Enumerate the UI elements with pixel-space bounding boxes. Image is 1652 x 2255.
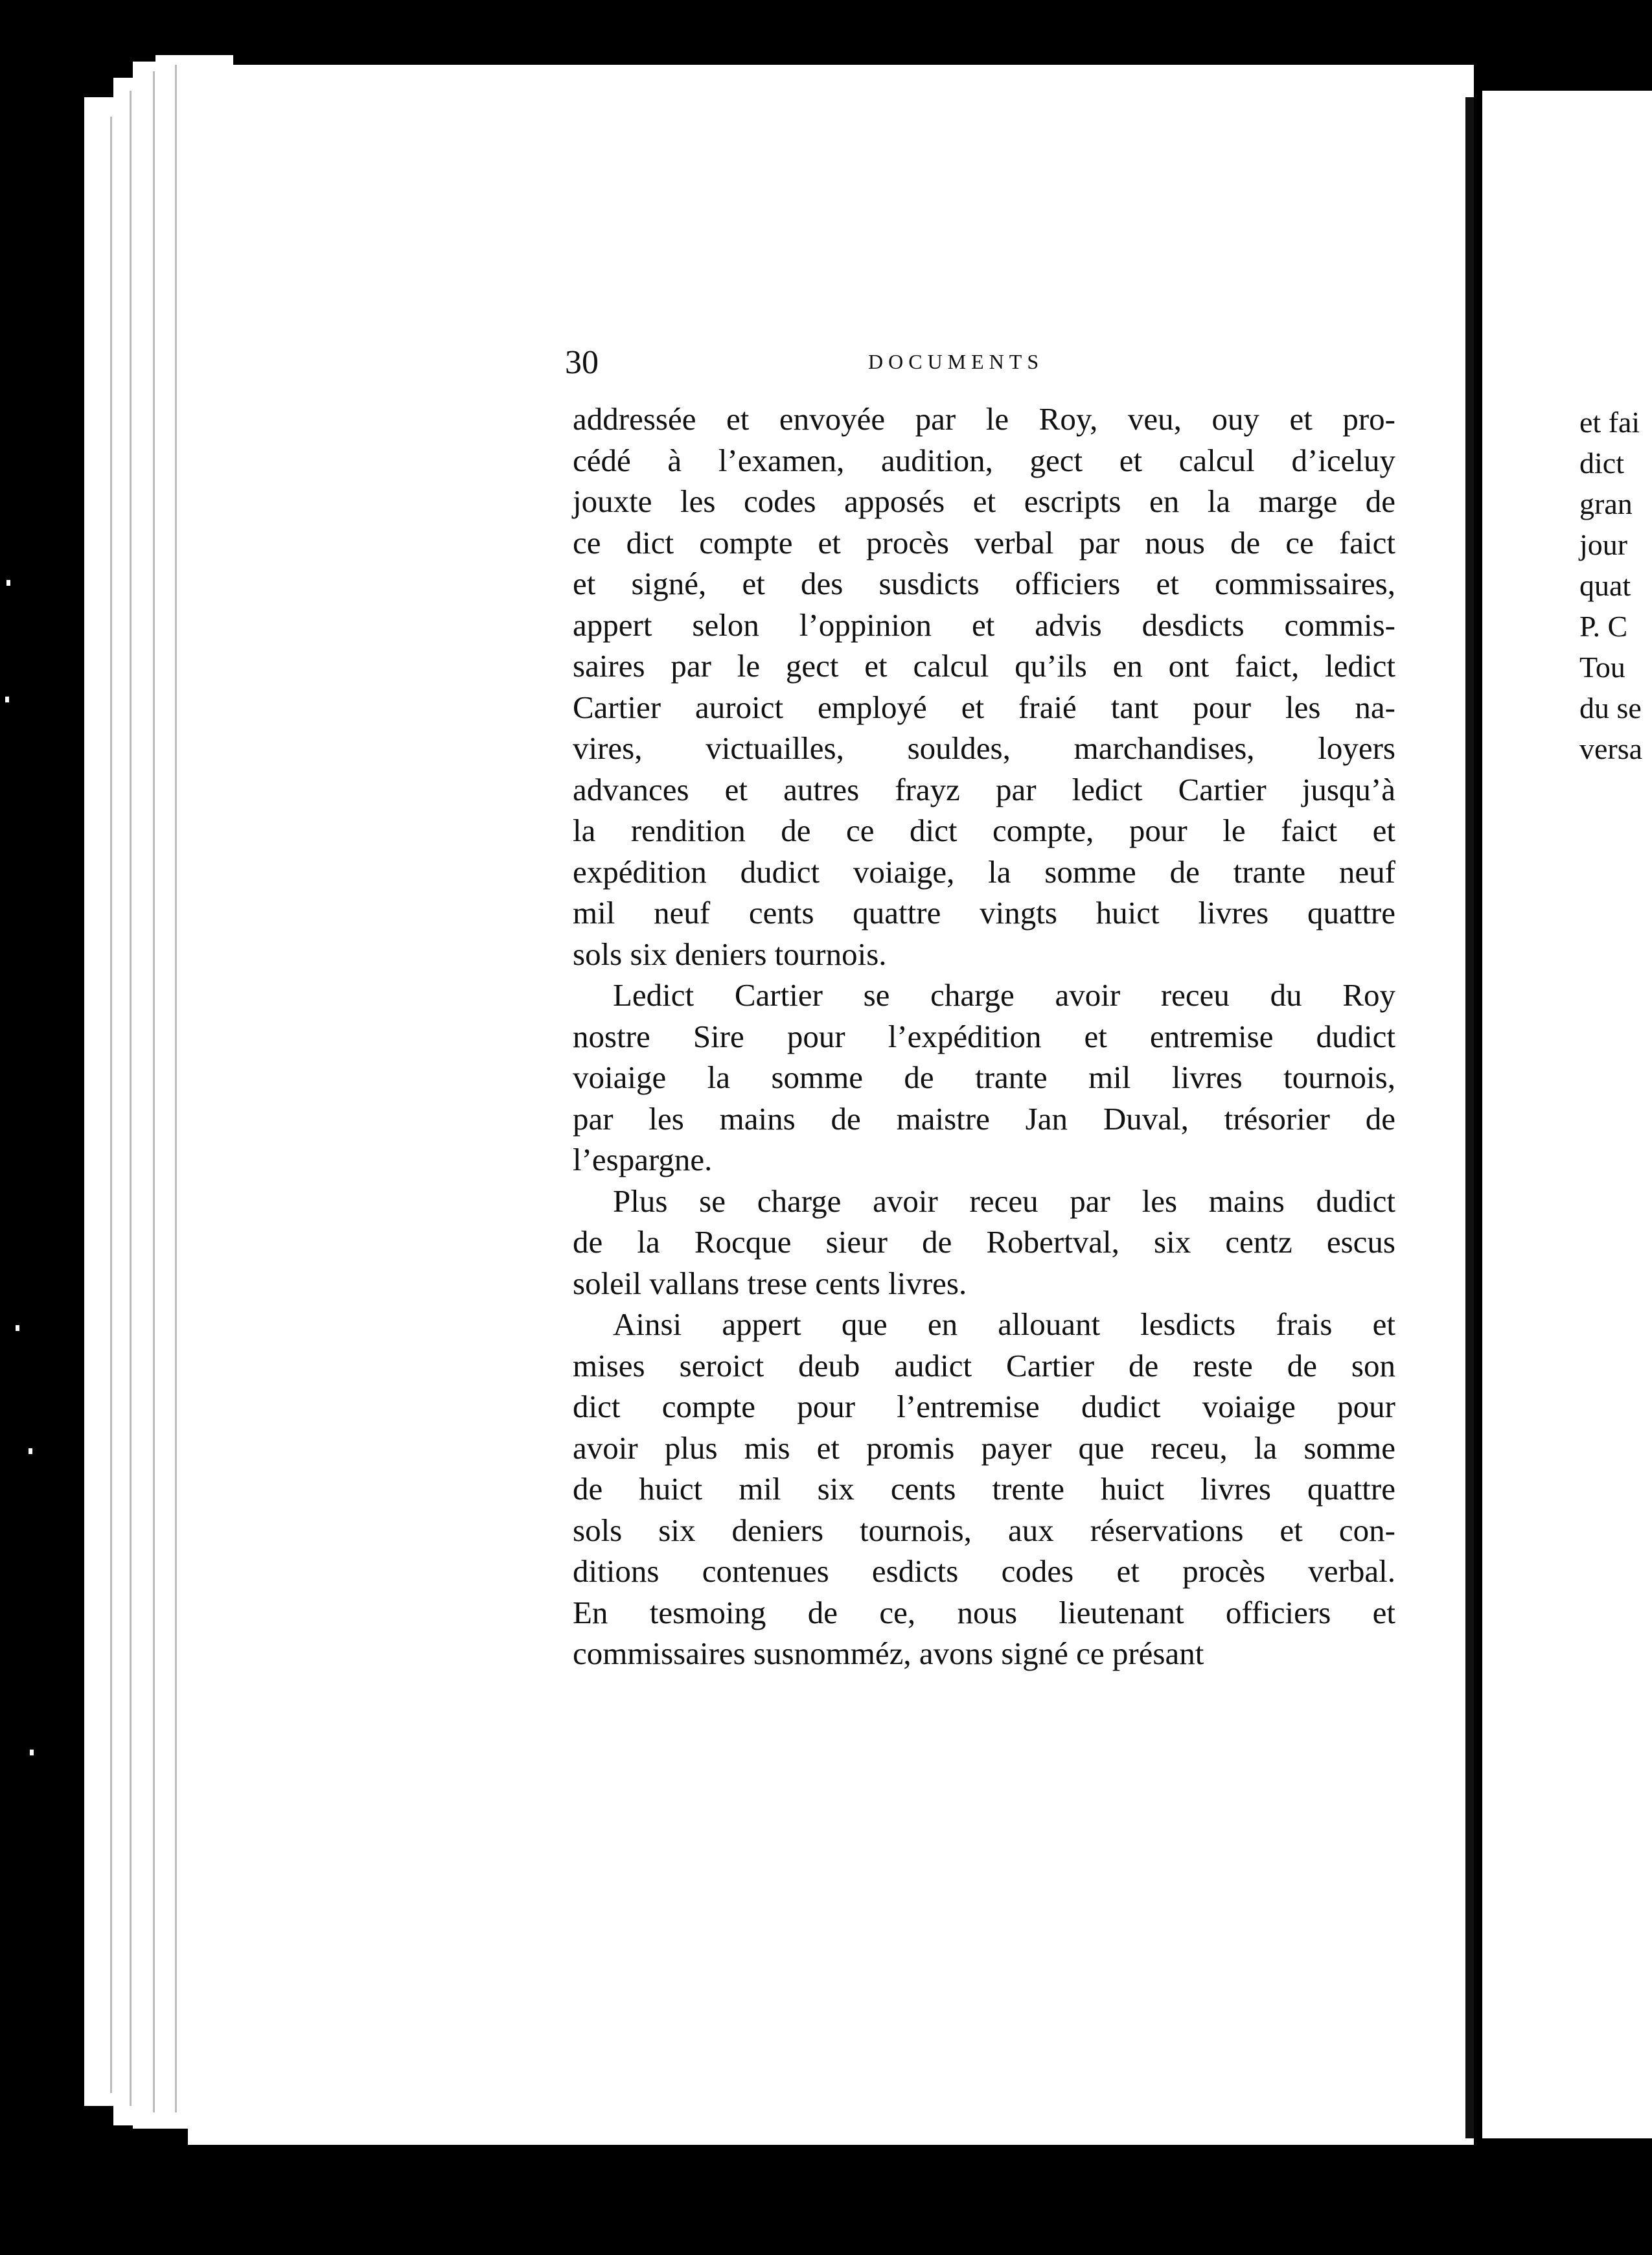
text-line: soleil vallans trese cents livres. [573, 1265, 967, 1301]
text-line: mises seroict deub audict Cartier de reste de son [573, 1347, 1395, 1383]
text-line: En tesmoing de ce, nous lieutenant officiers et [573, 1594, 1395, 1630]
scan-speck [30, 1750, 34, 1755]
text-line: commissaires susnomméz, avons signé ce présant [573, 1636, 1204, 1671]
body-text [573, 399, 1395, 1674]
paragraph [573, 399, 1395, 975]
page-number: 30 [565, 344, 599, 381]
running-title: DOCUMENTS [868, 350, 1044, 373]
text-line: l’espargne. [573, 1142, 713, 1177]
text-line: jouxte les codes apposés et escripts en la marge de [573, 483, 1395, 519]
page-gutter [1465, 97, 1474, 2138]
facing-page [1482, 91, 1652, 2138]
text-line: avoir plus mis et promis payer que receu, la somme [573, 1429, 1395, 1466]
facing-page-text [1579, 402, 1642, 769]
page-edge-line [175, 65, 177, 2112]
paragraph [573, 1181, 1395, 1304]
text-line: de la Rocque sieur de Robertval, six centz escus [573, 1224, 1395, 1260]
facing-page-line: quat [1579, 569, 1631, 602]
text-line: et signé, et des susdicts officiers et commissaires, [573, 566, 1395, 601]
text-line: par les mains de maistre Jan Duval, trésorier de [573, 1100, 1395, 1137]
text-line: addressée et envoyée par le Roy, veu, ouy et pro- [573, 401, 1395, 437]
facing-page-line: Tou [1579, 651, 1625, 684]
facing-page-line: gran [1579, 487, 1633, 520]
facing-page-line: P. C [1579, 610, 1628, 643]
text-line: expédition dudict voiaige, la somme de trante neuf [573, 853, 1395, 890]
text-line: appert selon l’oppinion et advis desdicts commis- [573, 607, 1395, 643]
facing-page-line: et fai [1579, 406, 1640, 439]
text-line: ce dict compte et procès verbal par nous de ce faict [573, 524, 1395, 561]
text-line: la rendition de ce dict compte, pour le faict et [573, 813, 1395, 848]
text-line: sols six deniers tournois, aux réservations et con- [573, 1512, 1395, 1548]
text-line: Cartier auroict employé et fraié tant pour les na- [573, 689, 1395, 725]
text-line: dict compte pour l’entremise dudict voiaige pour [573, 1389, 1395, 1424]
facing-page-line: versa [1579, 732, 1643, 765]
text-line: sols six deniers tournois. [573, 936, 887, 972]
text-line: voiaige la somme de trante mil livres tournois, [573, 1059, 1395, 1095]
page-edge-line [153, 71, 155, 2112]
text-line: saires par le gect et calcul qu’ils en ont faict, ledict [573, 648, 1395, 684]
text-line: de huict mil six cents trente huict livres quattre [573, 1471, 1395, 1507]
page-edge-line [110, 117, 112, 2093]
scan-speck [16, 1325, 19, 1331]
text-line: Ainsi appert que en allouant lesdicts frais et [613, 1306, 1395, 1342]
scan-speck [29, 1448, 32, 1454]
facing-page-line: du se [1579, 691, 1642, 724]
text-line: ditions contenues esdicts codes et procès verbal. [573, 1553, 1395, 1589]
scan-speck [5, 697, 9, 702]
text-line: nostre Sire pour l’expédition et entremise dudict [573, 1018, 1395, 1054]
paragraph [573, 1304, 1395, 1674]
text-line: vires, victuailles, souldes, marchandises, loyers [573, 730, 1395, 766]
text-line: Plus se charge avoir receu par les mains dudict [613, 1183, 1395, 1219]
text-line: Ledict Cartier se charge avoir receu du Roy [613, 977, 1395, 1013]
facing-page-line: jour [1579, 528, 1628, 561]
text-line: mil neuf cents quattre vingts huict livres quattre [573, 895, 1395, 931]
facing-page-line: dict [1579, 446, 1624, 480]
text-line: cédé à l’examen, audition, gect et calcul d’iceluy [573, 442, 1395, 478]
scan-speck [6, 580, 10, 586]
text-line: advances et autres frayz par ledict Cartier jusqu’à [573, 771, 1395, 807]
page-edge-line [130, 91, 132, 2106]
paragraph [573, 975, 1395, 1181]
